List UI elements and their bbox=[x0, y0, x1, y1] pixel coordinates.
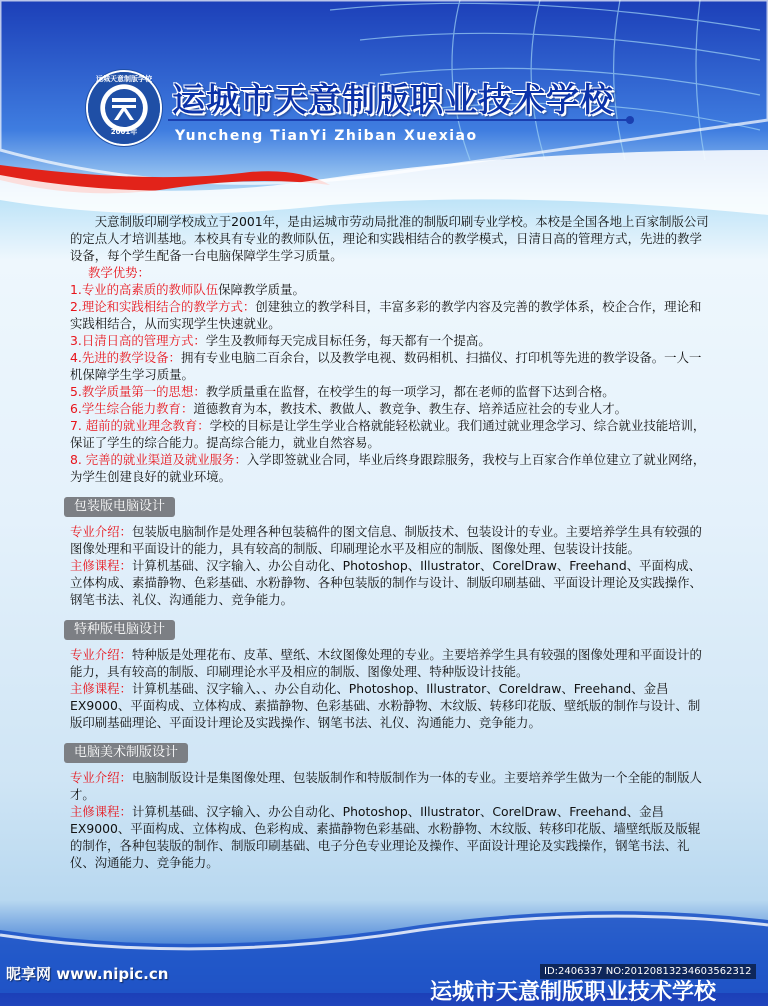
section-art bbox=[70, 731, 710, 871]
logo-text: 运城天意制版学校 bbox=[96, 75, 152, 83]
intro-label: 专业介绍： bbox=[70, 647, 132, 662]
intro-text: 电脑制版设计是集图像处理、包装版制作和特版制作为一体的专业。主要培养学生做为一个全能的制版人才。 bbox=[70, 770, 702, 802]
section-courses bbox=[70, 680, 710, 731]
school-title: 运城市天意制版职业技术学校 bbox=[172, 80, 614, 119]
intro-text: 包装版电脑制作是处理各种包装稿件的图文信息、制版技术、包装设计的专业。主要培养学生具有较强的图像处理和平面设计的能力，具有较高的制版、印刷理论水平及相应的制版、图像处理、包装设计技能。 bbox=[70, 524, 702, 556]
advantage-item bbox=[70, 400, 710, 417]
course-label: 主修课程： bbox=[70, 804, 132, 819]
advantages-list bbox=[70, 281, 710, 485]
logo-year: 2001年 bbox=[110, 128, 138, 136]
footer-title: 运城市天意制版职业技术学校 bbox=[430, 980, 717, 1005]
advantage-text: 道德教育为本，教技术、教做人、教竞争、教生存、培养适应社会的专业人才。 bbox=[193, 401, 628, 416]
advantage-text: 学生及教师每天完成目标任务，每天都有一个提高。 bbox=[205, 333, 491, 348]
section-packaging bbox=[70, 485, 710, 608]
advantage-head: 3.日清日高的管理方式： bbox=[70, 333, 206, 348]
title-underline bbox=[168, 119, 630, 121]
advantage-item bbox=[70, 417, 710, 451]
section-tag: 包装版电脑设计 bbox=[64, 497, 175, 517]
header bbox=[0, 0, 768, 170]
advantage-item bbox=[70, 349, 710, 383]
course-text: 计算机基础、汉字输入、办公自动化、Photoshop、Illustrator、CorelDraw、Freehand、金昌 EX9000、平面构成、立体构成、色彩构成、素描静物色彩基础、水粉静物、木纹版、转移印花版、墙壁纸版及版辊的制作，各种包装版的制作、制版印刷基础、电子分色专业理论及操作、平面设计理论及实践操作，钢笔书法、礼仪、沟通能力、竞争能力。 bbox=[70, 804, 701, 870]
section-courses bbox=[70, 803, 710, 871]
section-tag: 特种版电脑设计 bbox=[64, 620, 175, 640]
section-intro bbox=[70, 769, 710, 803]
title-dot bbox=[626, 116, 634, 124]
advantage-head: 6.学生综合能力教育： bbox=[70, 401, 194, 416]
advantage-head: 8. 完善的就业渠道及就业服务： bbox=[70, 452, 247, 467]
advantage-head: 5.教学质量第一的思想： bbox=[70, 384, 206, 399]
advantage-item bbox=[70, 332, 710, 349]
advantage-head: 4.先进的教学设备： bbox=[70, 350, 181, 365]
intro-paragraph: 天意制版印刷学校成立于2001年，是由运城市劳动局批准的制版印刷专业学校。本校是全国各地上百家制版公司的定点人才培训基地。本校具有专业的教师队伍，理论和实践相结合的教学模式，日清日高的管理方式，先进的教学设备，每个学生配备一台电脑保障学生学习质量。 bbox=[70, 214, 709, 263]
section-tag: 电脑美术制版设计 bbox=[64, 743, 188, 763]
advantage-text: 入学即签就业合同，毕业后终身跟踪服务，我校与上百家合作单位建立了就业网络，为学生创建良好的就业环境。 bbox=[70, 452, 706, 484]
advantage-text: 教学质量重在监督，在校学生的每一项学习，都在老师的监督下达到合格。 bbox=[205, 384, 615, 399]
main-content bbox=[70, 213, 710, 871]
advantage-item bbox=[70, 451, 710, 485]
watermark-id: ID:2406337 NO:20120813234603562312 bbox=[540, 964, 756, 979]
intro-label: 专业介绍： bbox=[70, 524, 132, 539]
course-text: 计算机基础、汉字输入、办公自动化、Photoshop、Illustrator、CorelDraw、Freehand、平面构成、立体构成、素描静物、色彩基础、水粉静物、各种包装版的制作与设计、制版印刷基础、平面设计理论及实践操作、钢笔书法、礼仪、沟通能力、竞争能力。 bbox=[70, 558, 702, 607]
advantage-head: 1.专业的高素质的教师队伍 bbox=[70, 282, 219, 297]
watermark-logo: 昵享网 www.nipic.cn bbox=[6, 965, 169, 983]
course-label: 主修课程： bbox=[70, 681, 132, 696]
advantage-head: 7. 超前的就业理念教育： bbox=[70, 418, 210, 433]
advantage-head: 2.理论和实践相结合的教学方式： bbox=[70, 299, 256, 314]
advantage-text: 保障教学质量。 bbox=[218, 282, 305, 297]
advantage-item bbox=[70, 298, 710, 332]
course-text: 计算机基础、汉字输入、、办公自动化、Photoshop、Illustrator、Coreldraw、Freehand、金昌 EX9000、平面构成、立体构成、素描静物、色彩基础、水粉静物、木纹版、转移印花版、壁纸版的制作与设计、制版印刷基础理论、平面设计理论及实践操作、钢笔书法、礼仪、沟通能力、竞争能力。 bbox=[70, 681, 701, 730]
advantage-item bbox=[70, 281, 710, 298]
course-label: 主修课程： bbox=[70, 558, 132, 573]
section-courses bbox=[70, 557, 710, 608]
advantage-item bbox=[70, 383, 710, 400]
section-special bbox=[70, 608, 710, 731]
advantage-text: 创建独立的教学科目，丰富多彩的教学内容及完善的教学体系，校企合作，理论和实践相结合，从而实现学生快速就业。 bbox=[70, 299, 702, 331]
advantage-text: 学校的目标是让学生学业合格就能轻松就业。我们通过就业理念学习、综合就业技能培训，保证了学生的综合能力。提高综合能力，就业自然容易。 bbox=[70, 418, 706, 450]
logo-emblem-icon bbox=[104, 88, 144, 128]
advantage-text: 拥有专业电脑二百余台，以及教学电视、数码相机、扫描仪、打印机等先进的教学设备。一人一机保障学生学习质量。 bbox=[70, 350, 702, 382]
intro-text: 特种版是处理花布、皮革、壁纸、木纹图像处理的专业。主要培养学生具有较强的图像处理和平面设计的能力，具有较高的制版、印刷理论水平及相应的制版、图像处理、特种版设计技能。 bbox=[70, 647, 702, 679]
school-logo bbox=[88, 72, 160, 144]
advantages-title: 教学优势： bbox=[88, 265, 150, 280]
section-intro bbox=[70, 646, 710, 680]
school-subtitle: Yuncheng TianYi Zhiban Xuexiao bbox=[175, 128, 478, 144]
intro-label: 专业介绍： bbox=[70, 770, 132, 785]
section-intro bbox=[70, 523, 710, 557]
